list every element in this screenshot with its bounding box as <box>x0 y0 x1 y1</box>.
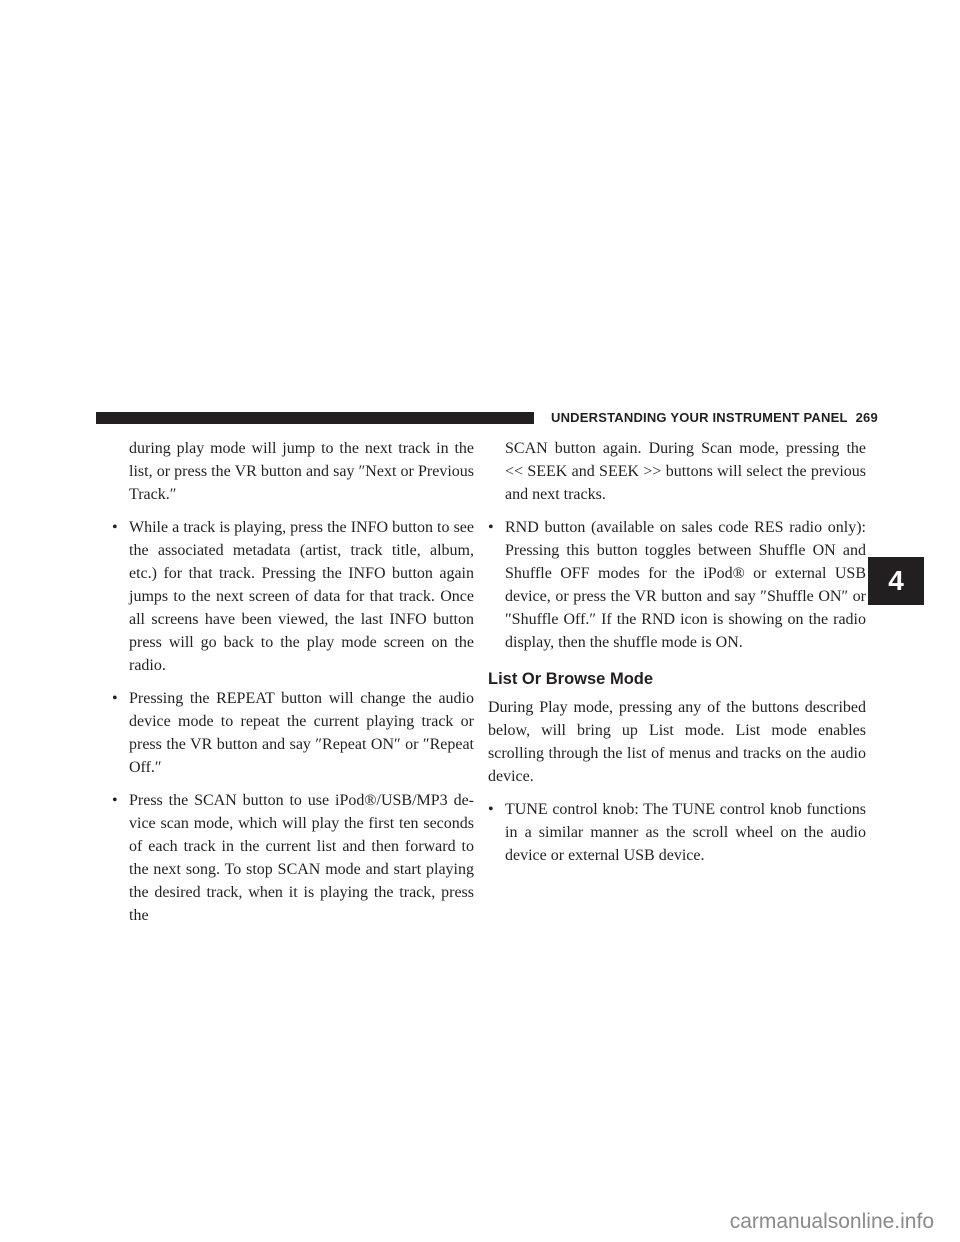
right-column <box>488 437 866 867</box>
bullet-text: RND button (available on sales code RES radio only): Pressing this button toggles between Shuffle ON and Shuffle OFF modes for the iPod® or external USB device, or press the VR button and say ″Shuffle ON″ or ″Shuffle Off.″ If the RND icon is showing on the radio display, then the shuffle mode is ON. <box>505 519 866 651</box>
section-heading: List Or Browse Mode <box>488 670 654 688</box>
bullet-tune <box>488 798 866 867</box>
bullet-marker: • <box>112 690 118 707</box>
left-column <box>112 437 474 927</box>
bullet-text: While a track is playing, press the INFO button to see the associated metadata (artist, track title, album, etc.) for that track. Pressing the INFO button again jumps to the next screen of data for that track. Once all screens have been viewed, the last INFO button press will go back to the play mode screen on the radio. <box>129 519 474 674</box>
continued-paragraph: SCAN button again. During Scan mode, pressing the << SEEK and SEEK >> buttons will select the previous and next tracks. <box>505 440 866 503</box>
bullet-text: TUNE control knob: The TUNE control knob functions in a similar manner as the scroll wheel on the audio device or external USB device. <box>505 801 866 864</box>
bullet-marker: • <box>112 792 118 809</box>
bullet-marker: • <box>488 519 494 536</box>
watermark-link[interactable]: carmanualsonline.info <box>729 1210 934 1233</box>
header-rule <box>96 412 534 424</box>
running-header <box>551 410 878 425</box>
page-number: 269 <box>855 410 878 425</box>
bullet-text: Press the SCAN button to use iPod®/USB/MP3 de-vice scan mode, which will play the first ten seconds of each track in the current list and then forward to the next song. To stop SCAN mode and start playing the desired track, when it is playing the track, press the <box>129 792 474 924</box>
bullet-marker: • <box>112 519 118 536</box>
bullet-info <box>112 516 474 677</box>
bullet-scan <box>112 789 474 927</box>
section-title: UNDERSTANDING YOUR INSTRUMENT PANEL <box>551 410 848 425</box>
bullet-marker: • <box>488 801 494 818</box>
bullet-repeat <box>112 687 474 779</box>
body-paragraph: During Play mode, pressing any of the buttons described below, will bring up List mode. List mode enables scrolling through the list of menus and tracks on the audio device. <box>488 699 866 785</box>
chapter-tab: 4 <box>868 557 924 605</box>
bullet-rnd <box>488 516 866 654</box>
continued-paragraph: during play mode will jump to the next track in the list, or press the VR button and say ″Next or Previous Track.″ <box>129 440 474 503</box>
bullet-text: Pressing the REPEAT button will change the audio device mode to repeat the current playing track or press the VR button and say ″Repeat ON″ or ″Repeat Off.″ <box>129 690 474 776</box>
